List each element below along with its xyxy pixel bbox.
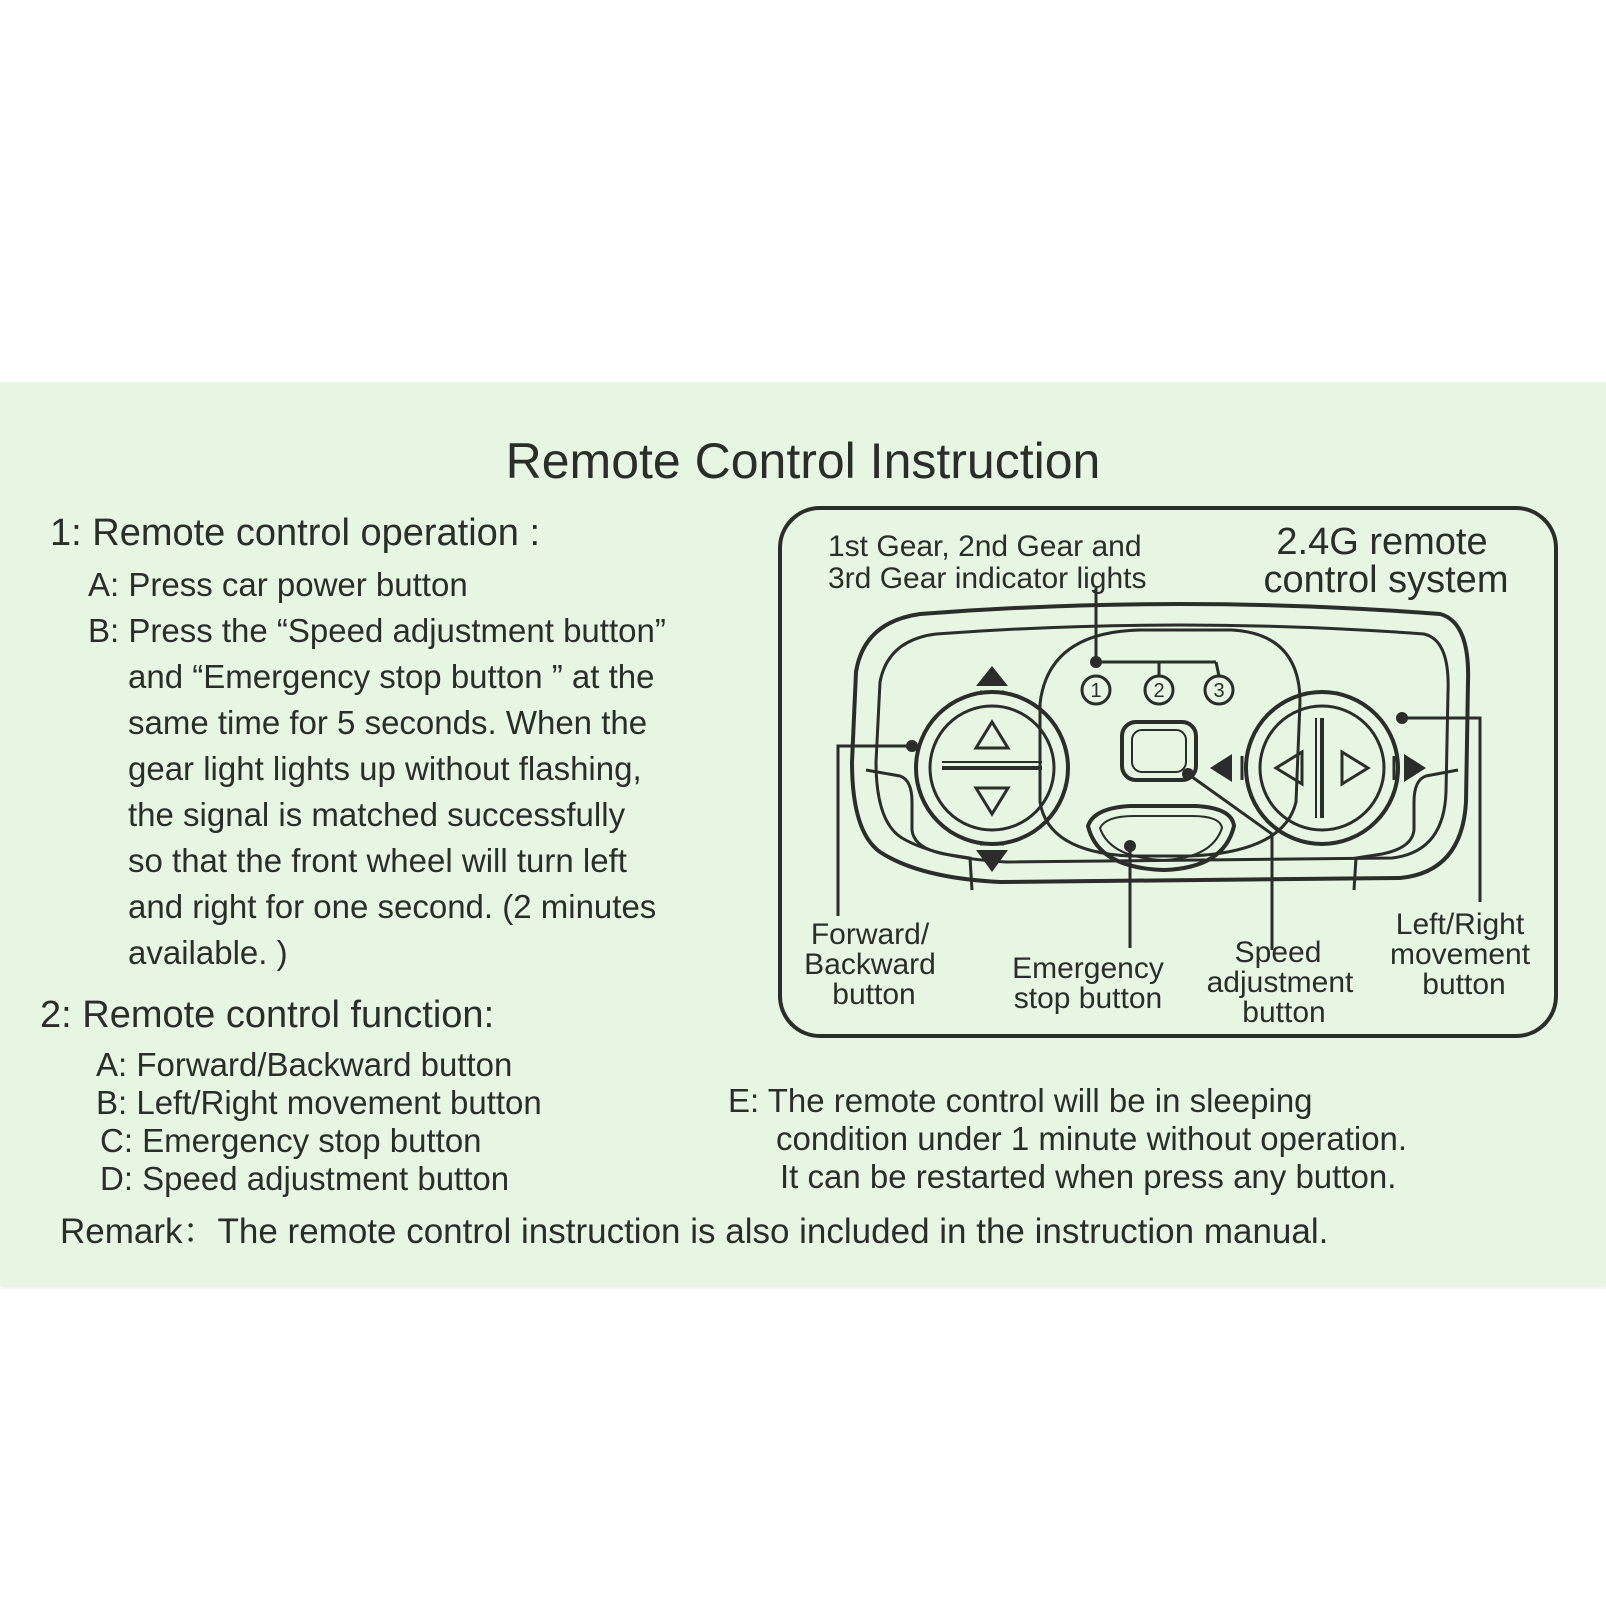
section1-item-b-line: and “Emergency stop button ” at the <box>128 658 655 695</box>
right-triangle-icon <box>1342 752 1368 784</box>
forward-backward-label-line: button <box>832 978 916 1011</box>
section1-item-b-line: and right for one second. (2 minutes <box>128 888 657 925</box>
left-right-label-line: movement <box>1389 938 1531 971</box>
section2-item: A: Forward/Backward button <box>96 1046 513 1083</box>
section1-item-b-line: same time for 5 seconds. When the <box>128 704 648 741</box>
up-arrow-icon <box>976 666 1008 686</box>
forward-backward-label-line: Forward/ <box>810 918 930 951</box>
section2-heading: 2: Remote control function: <box>40 994 495 1036</box>
section1-item-a: A: Press car power button <box>88 566 468 603</box>
gear-label-line: 1st Gear, 2nd Gear and <box>828 530 1142 563</box>
up-triangle-icon <box>976 722 1008 748</box>
section1-item-b-line: B: Press the “Speed adjustment button” <box>88 612 666 649</box>
emergency-label-line: stop button <box>1013 982 1163 1015</box>
down-triangle-icon <box>976 788 1008 814</box>
left-right-label-line: button <box>1422 968 1506 1001</box>
remote-diagram <box>0 382 1606 1286</box>
gear-number: 2 <box>1153 680 1165 702</box>
section2-item-e-line: condition under 1 minute without operation. <box>776 1120 1408 1157</box>
right-grip <box>1354 770 1458 890</box>
page-title: Remote Control Instruction <box>505 433 1101 489</box>
emergency-label-line: Emergency <box>1012 952 1164 985</box>
section2-item-e-line: E: The remote control will be in sleeping <box>728 1082 1313 1119</box>
section2-item: C: Emergency stop button <box>100 1122 482 1159</box>
remark: Remark：The remote control instruction is also included in the instruction manual. <box>60 1212 1329 1251</box>
section2-item: B: Left/Right movement button <box>96 1084 542 1121</box>
section1-item-b-line: available. ) <box>128 934 288 971</box>
forward-backward-label-line: Backward <box>804 948 936 981</box>
speed-label-line: button <box>1242 996 1326 1029</box>
section2-item-e-line: It can be restarted when press any button. <box>780 1158 1397 1195</box>
left-arrow-icon <box>1210 754 1232 782</box>
gear-number: 3 <box>1213 680 1225 702</box>
section1-item-b-line: gear light lights up without flashing, <box>128 750 642 787</box>
gear-number: 1 <box>1090 680 1102 702</box>
section1-item-b-line: so that the front wheel will turn left <box>128 842 627 879</box>
system-label-line: control system <box>1263 559 1509 601</box>
system-label-line: 2.4G remote <box>1276 521 1488 563</box>
remote-outer-shell <box>852 604 1468 882</box>
gear-leader-dot <box>1090 656 1102 668</box>
section1-item-b-line: the signal is matched successfully <box>128 796 626 833</box>
section2-item: D: Speed adjustment button <box>100 1160 510 1197</box>
left-right-label-line: Left/Right <box>1395 908 1525 941</box>
center-panel <box>1040 630 1300 856</box>
speed-label-line: Speed <box>1234 936 1322 969</box>
instruction-card <box>0 382 1606 1286</box>
section1-heading: 1: Remote control operation : <box>50 512 541 554</box>
gear-label-line: 3rd Gear indicator lights <box>828 562 1147 595</box>
speed-label-line: adjustment <box>1206 966 1354 999</box>
